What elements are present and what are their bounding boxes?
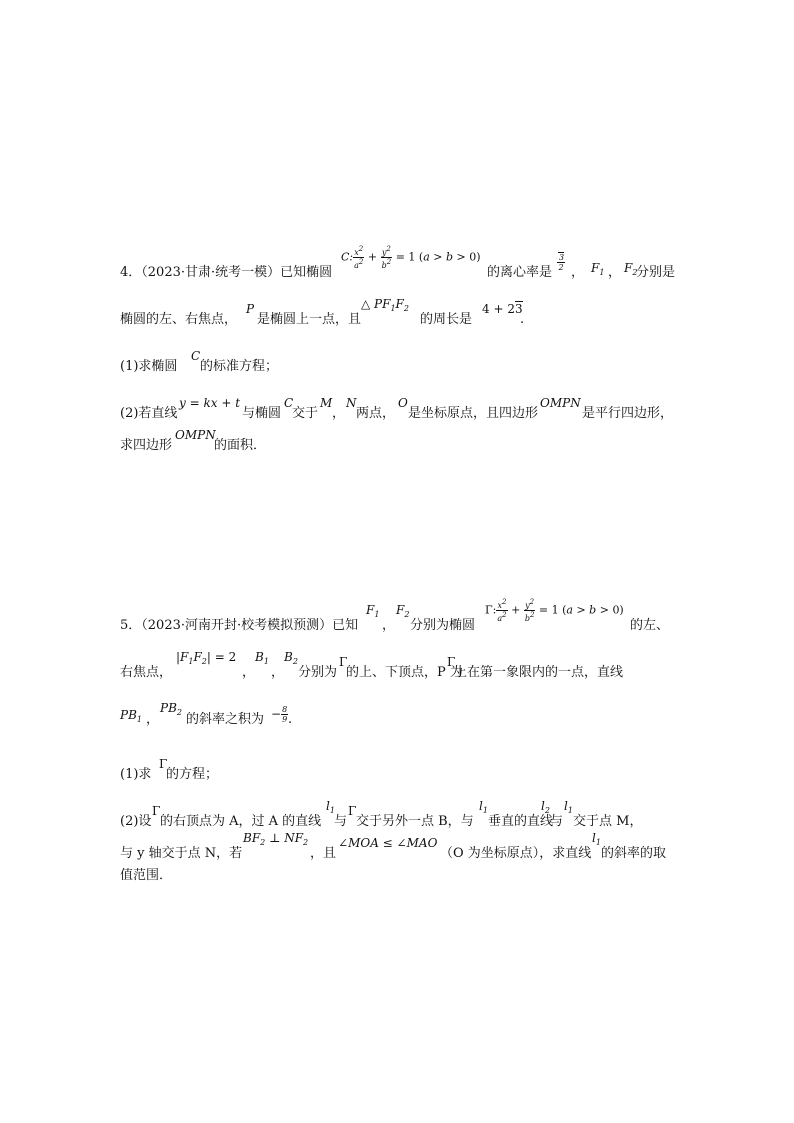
p4-question-1: (1)求椭圆 C 的标准方程；	[120, 349, 279, 374]
p5-perpendicular: $BF_2$ ⊥ $NF_2$	[243, 831, 309, 847]
p5-question-1: (1)求 Γ 的方程；	[120, 757, 219, 782]
p4-question-2-cont: 求四边形 OMPN 的面积．	[120, 428, 267, 453]
p5-angle-condition: ∠MOA ≤ ∠MAO	[338, 836, 438, 850]
problem-4	[120, 243, 680, 463]
p4-triangle: △ $PF_1F_2$	[361, 297, 409, 313]
p5-line-1: 5．（2023·河南开封·校考模拟预测）已知 $F_1$ ， $F_2$ 分别为椭圆 Γ: $\frac{x2}{a2}$ + $\frac{y2}{b2}$ = 1 (a > b > 0) 的左、	[120, 598, 670, 633]
p5-ellipse-equation: Γ: $\frac{x2}{a2}$ + $\frac{y2}{b2}$ = 1 (a > b > 0)	[485, 598, 624, 623]
p5-question-2-cont-2: 值范围．	[120, 868, 173, 883]
p5-question-2-cont-1: 与 y 轴交于点 N，若 $BF_2$ ⊥ $NF_2$ ，且 ∠MOA ≤ ∠MAO （O 为坐标原点），求直线 $l_1$ 的斜率的取	[120, 831, 667, 861]
p4-eccentricity: $\frac{3}{2}$	[558, 253, 565, 272]
p4-line-equation: y = kx + t	[179, 396, 241, 410]
p4-perimeter: 4 + 23	[482, 302, 523, 316]
p5-line-3: $PB_1$ ， $PB_2$ 的斜率之积为 − $\frac{8}{9}$ .	[120, 701, 293, 727]
p5-line-2: 右焦点， $|F_1F_2| = 2$ ， $B_1$ ， $B_2$ 分别为 Γ 的上、下顶点，P 为 Γ 上在第一象限内的一点，直线	[120, 650, 624, 680]
p5-slope-product: − $\frac{8}{9}$	[271, 705, 288, 724]
problem-5	[120, 596, 680, 893]
p5-question-2: (2)设 Γ 的右顶点为 A，过 A 的直线 $l_1$ 与 Γ 交于另外一点 B，与 $l_1$ 垂直的直线 $l_2$ 与 $l_1$ 交于点 M，	[120, 799, 643, 829]
p4-line-1: 4．（2023·甘肃·统考一模）已知椭圆 C: $\frac{x2}{a2}$ + $\frac{y2}{b2}$ = 1 (a > b > 0) 的离心率是 $\frac{3}{2}$ ， $F_1$ ， $F_2$ 分别是	[120, 245, 676, 280]
p4-line-2: 椭圆的左、右焦点， P 是椭圆上一点，且 △ $PF_1F_2$ 的周长是 4 + 23 .	[120, 297, 525, 327]
p4-question-2: (2)若直线 y = kx + t 与椭圆 C 交于 M ， N 两点， O 是坐标原点，且四边形 OMPN 是平行四边形，	[120, 396, 674, 421]
p4-ellipse-equation: C: $\frac{x2}{a2}$ + $\frac{y2}{b2}$ = 1 (a > b > 0)	[341, 245, 481, 270]
p5-number: 5．（2023·河南开封·校考模拟预测）已知	[120, 618, 359, 633]
p5-focal-distance: $|F_1F_2| = 2$	[176, 650, 237, 666]
p4-number: 4．（2023·甘肃·统考一模）已知椭圆	[120, 265, 333, 280]
